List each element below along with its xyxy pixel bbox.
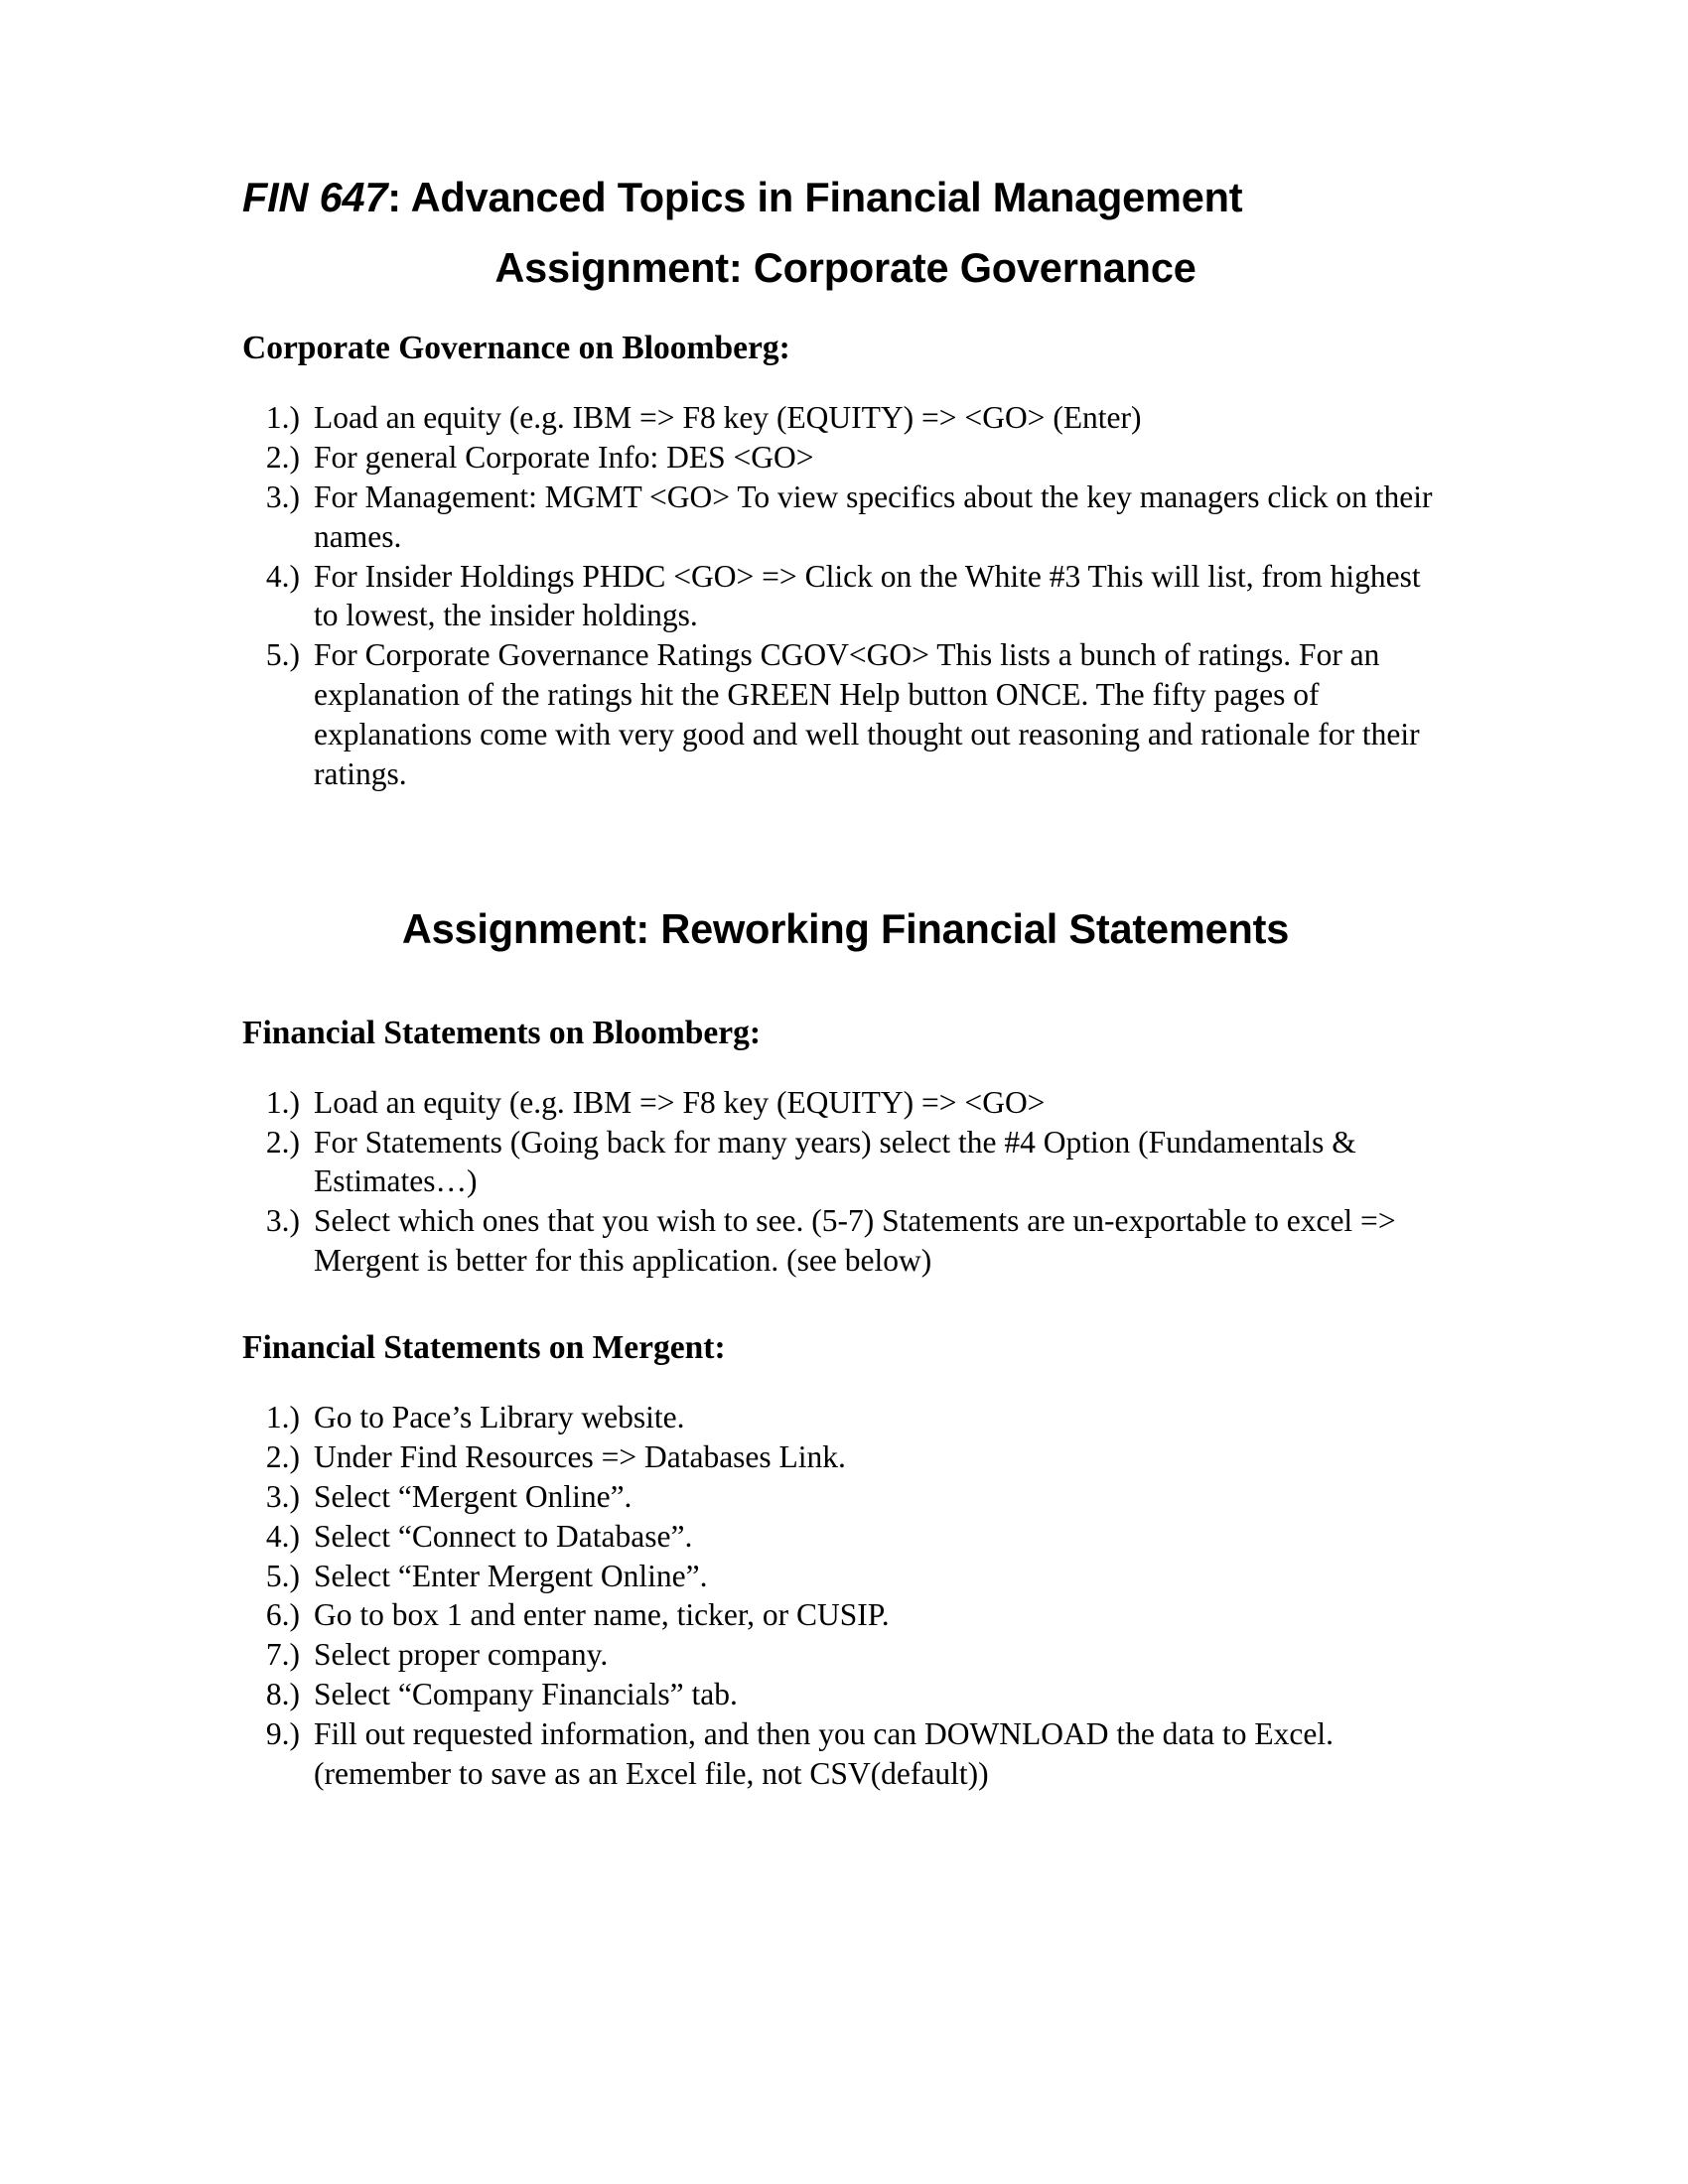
list-marker: 7.)	[265, 1637, 300, 1673]
spacer	[242, 1368, 1449, 1398]
list-item	[242, 1437, 1449, 1477]
list-item-text: Go to box 1 and enter name, ticker, or CUSIP.	[314, 1597, 890, 1633]
steps-list-corporate-governance	[242, 398, 1449, 793]
list-item	[242, 1477, 1449, 1517]
spacer	[242, 1281, 1449, 1328]
list-item	[242, 557, 1449, 636]
document-content	[242, 174, 1449, 1794]
subheading-financial-statements-bloomberg: Financial Statements on Bloomberg:	[242, 1014, 762, 1051]
list-item-text: For Corporate Governance Ratings CGOV<GO> This lists a bunch of ratings. For an explanation of the ratings hit the GREEN Help button ONCE. The fifty pages of explanations come with very good and well thought out reasoning and rationale for their ratings.	[314, 637, 1420, 791]
list-item	[242, 1083, 1449, 1123]
list-item-text: Go to Pace’s Library website.	[314, 1400, 685, 1435]
list-item-text: Load an equity (e.g. IBM => F8 key (EQUITY) => <GO>	[314, 1084, 1046, 1120]
subheading-corporate-governance-bloomberg: Corporate Governance on Bloomberg:	[242, 329, 790, 366]
list-item-text: Fill out requested information, and then you can DOWNLOAD the data to Excel. (remember to save as an Excel file, not CSV(default))	[314, 1715, 1334, 1791]
list-item-text: For general Corporate Info: DES <GO>	[314, 439, 814, 475]
list-item-text: For Management: MGMT <GO> To view specifics about the key managers click on their names.	[314, 478, 1433, 554]
list-marker: 9.)	[265, 1715, 300, 1751]
list-item	[242, 1517, 1449, 1557]
list-item-text: Select “Mergent Online”.	[314, 1478, 633, 1514]
list-marker: 2.)	[265, 439, 300, 475]
list-item-text: Select which ones that you wish to see. (5-7) Statements are un-exportable to excel => Mergent is better for this application. (see below)	[314, 1203, 1396, 1279]
list-marker: 1.)	[265, 400, 300, 436]
list-marker: 2.)	[265, 1438, 300, 1474]
spacer	[242, 293, 1449, 329]
list-item	[242, 1201, 1449, 1281]
document-title-rest: : Advanced Topics in Financial Management	[387, 174, 1243, 220]
list-item	[242, 1123, 1449, 1202]
steps-list-financial-statements-mergent	[242, 1398, 1449, 1793]
list-item	[242, 398, 1449, 438]
list-item	[242, 1557, 1449, 1596]
list-item-text: For Statements (Going back for many years) select the #4 Option (Fundamentals & Estimates…)	[314, 1124, 1356, 1199]
spacer	[242, 1053, 1449, 1083]
list-item	[242, 1675, 1449, 1714]
list-marker: 5.)	[265, 637, 300, 673]
list-item	[242, 635, 1449, 793]
list-item-text: Select “Enter Mergent Online”.	[314, 1558, 708, 1593]
list-item-text: Select “Company Financials” tab.	[314, 1677, 738, 1712]
list-item	[242, 1595, 1449, 1635]
list-marker: 6.)	[265, 1597, 300, 1633]
list-item	[242, 438, 1449, 478]
document-title	[242, 174, 1449, 222]
spacer	[242, 222, 1449, 244]
list-item	[242, 1714, 1449, 1794]
subheading-financial-statements-mergent: Financial Statements on Mergent:	[242, 1328, 726, 1366]
list-item-text: Select “Connect to Database”.	[314, 1518, 693, 1554]
list-item-text: Select proper company.	[314, 1637, 609, 1673]
spacer	[242, 794, 1449, 905]
list-marker: 4.)	[265, 558, 300, 594]
list-marker: 1.)	[265, 1400, 300, 1435]
spacer	[242, 368, 1449, 398]
section-title-corporate-governance: Assignment: Corporate Governance	[494, 243, 1196, 291]
list-marker: 2.)	[265, 1124, 300, 1160]
list-marker: 3.)	[265, 1478, 300, 1514]
list-item-text: For Insider Holdings PHDC <GO> => Click on the White #3 This will list, from highest to lowest, the insider holdings.	[314, 558, 1421, 633]
list-item-text: Under Find Resources => Databases Link.	[314, 1438, 846, 1474]
list-marker: 5.)	[265, 1558, 300, 1593]
section-title-reworking-financial-statements: Assignment: Reworking Financial Statements	[401, 904, 1290, 952]
list-item	[242, 478, 1449, 557]
list-item	[242, 1398, 1449, 1437]
list-item-text: Load an equity (e.g. IBM => F8 key (EQUITY) => <GO> (Enter)	[314, 400, 1142, 436]
spacer	[242, 954, 1449, 1014]
course-code: FIN 647	[242, 174, 388, 220]
list-marker: 1.)	[265, 1084, 300, 1120]
list-marker: 8.)	[265, 1677, 300, 1712]
list-item	[242, 1635, 1449, 1675]
steps-list-financial-statements-bloomberg	[242, 1083, 1449, 1281]
list-marker: 3.)	[265, 1203, 300, 1239]
list-marker: 3.)	[265, 478, 300, 514]
list-marker: 4.)	[265, 1518, 300, 1554]
